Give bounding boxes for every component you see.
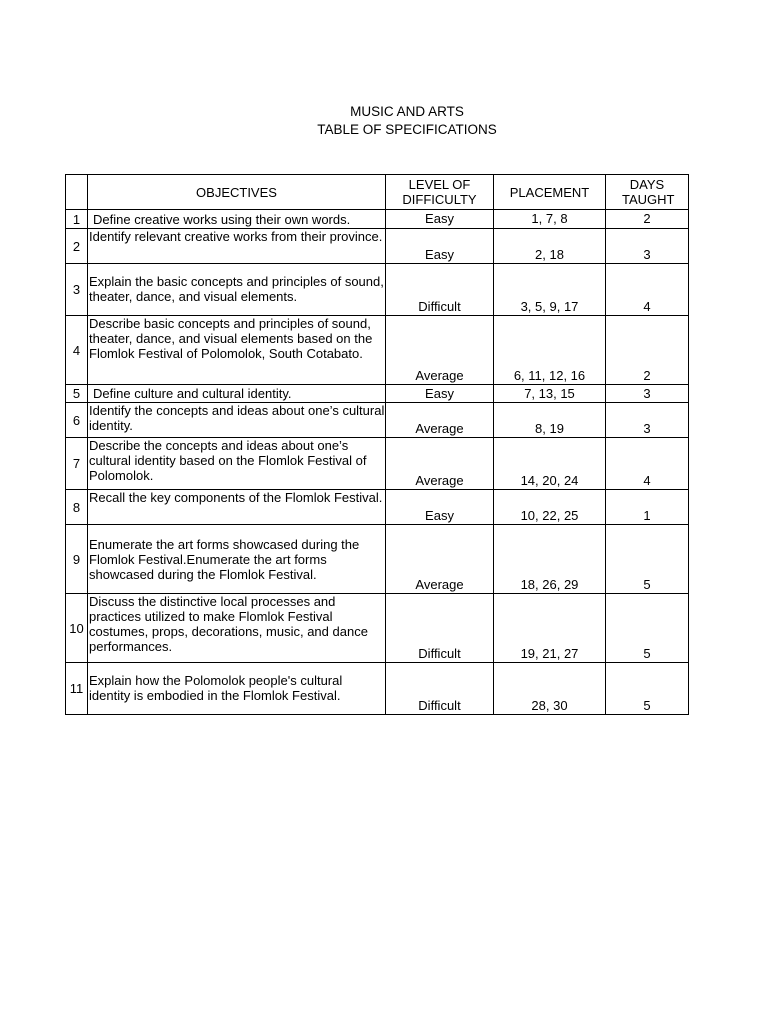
row-number: 9 [66, 525, 88, 594]
row-level: Easy [386, 229, 494, 264]
row-level: Easy [386, 490, 494, 525]
table-row [66, 264, 689, 316]
row-level: Difficult [386, 594, 494, 663]
table-row [66, 316, 689, 385]
row-number: 7 [66, 438, 88, 490]
row-level: Average [386, 525, 494, 594]
title-line-2: TABLE OF SPECIFICATIONS [317, 122, 497, 137]
row-placement: 3, 5, 9, 17 [494, 264, 606, 316]
row-placement: 18, 26, 29 [494, 525, 606, 594]
header-objectives: OBJECTIVES [88, 175, 386, 210]
row-placement: 8, 19 [494, 403, 606, 438]
table-row [66, 229, 689, 264]
table-row [66, 663, 689, 715]
row-objective: Explain the basic concepts and principles of sound, theater, dance, and visual elements. [88, 264, 386, 316]
table-row [66, 385, 689, 403]
row-level: Easy [386, 210, 494, 229]
row-number: 1 [66, 210, 88, 229]
row-placement: 1, 7, 8 [494, 210, 606, 229]
header-days: DAYS TAUGHT [606, 175, 689, 210]
row-objective: Describe the concepts and ideas about one’s cultural identity based on the Flomlok Festival of Polomolok. [88, 438, 386, 490]
row-number: 6 [66, 403, 88, 438]
row-level: Easy [386, 385, 494, 403]
row-days: 5 [606, 594, 689, 663]
header-level: LEVEL OF DIFFICULTY [386, 175, 494, 210]
row-level: Difficult [386, 264, 494, 316]
row-number: 4 [66, 316, 88, 385]
row-placement: 19, 21, 27 [494, 594, 606, 663]
table-row [66, 594, 689, 663]
row-number: 2 [66, 229, 88, 264]
table-row [66, 403, 689, 438]
header-number [66, 175, 88, 210]
row-placement: 6, 11, 12, 16 [494, 316, 606, 385]
row-days: 2 [606, 316, 689, 385]
row-placement: 28, 30 [494, 663, 606, 715]
table-row [66, 525, 689, 594]
table-row [66, 490, 689, 525]
row-days: 1 [606, 490, 689, 525]
document-title [0, 103, 768, 139]
row-days: 3 [606, 385, 689, 403]
row-level: Average [386, 316, 494, 385]
row-days: 5 [606, 525, 689, 594]
row-days: 2 [606, 210, 689, 229]
row-objective: Enumerate the art forms showcased during the Flomlok Festival.Enumerate the art forms showcased during the Flomlok Festival. [88, 525, 386, 594]
row-level: Average [386, 403, 494, 438]
title-line-1: MUSIC AND ARTS [350, 104, 464, 119]
row-level: Average [386, 438, 494, 490]
row-placement: 10, 22, 25 [494, 490, 606, 525]
row-placement: 2, 18 [494, 229, 606, 264]
row-objective: Identify relevant creative works from their province. [88, 229, 386, 264]
row-days: 5 [606, 663, 689, 715]
row-days: 3 [606, 403, 689, 438]
table-row [66, 438, 689, 490]
row-number: 11 [66, 663, 88, 715]
row-days: 3 [606, 229, 689, 264]
row-number: 10 [66, 594, 88, 663]
row-number: 8 [66, 490, 88, 525]
row-objective: Discuss the distinctive local processes and practices utilized to make Flomlok Festival costumes, props, decorations, music, and dance performances. [88, 594, 386, 663]
row-objective: Recall the key components of the Flomlok Festival. [88, 490, 386, 525]
row-placement: 7, 13, 15 [494, 385, 606, 403]
table-header-row [66, 175, 689, 210]
row-objective: Identify the concepts and ideas about one’s cultural identity. [88, 403, 386, 438]
row-level: Difficult [386, 663, 494, 715]
specifications-table [65, 174, 689, 715]
row-days: 4 [606, 264, 689, 316]
header-placement: PLACEMENT [494, 175, 606, 210]
row-number: 5 [66, 385, 88, 403]
row-placement: 14, 20, 24 [494, 438, 606, 490]
row-objective: Define culture and cultural identity. [88, 385, 386, 403]
row-objective: Define creative works using their own words. [88, 210, 386, 229]
table-row [66, 210, 689, 229]
row-number: 3 [66, 264, 88, 316]
row-objective: Describe basic concepts and principles of sound, theater, dance, and visual elements based on the Flomlok Festival of Polomolok, South Cotabato. [88, 316, 386, 385]
row-days: 4 [606, 438, 689, 490]
row-objective: Explain how the Polomolok people's cultural identity is embodied in the Flomlok Festival. [88, 663, 386, 715]
